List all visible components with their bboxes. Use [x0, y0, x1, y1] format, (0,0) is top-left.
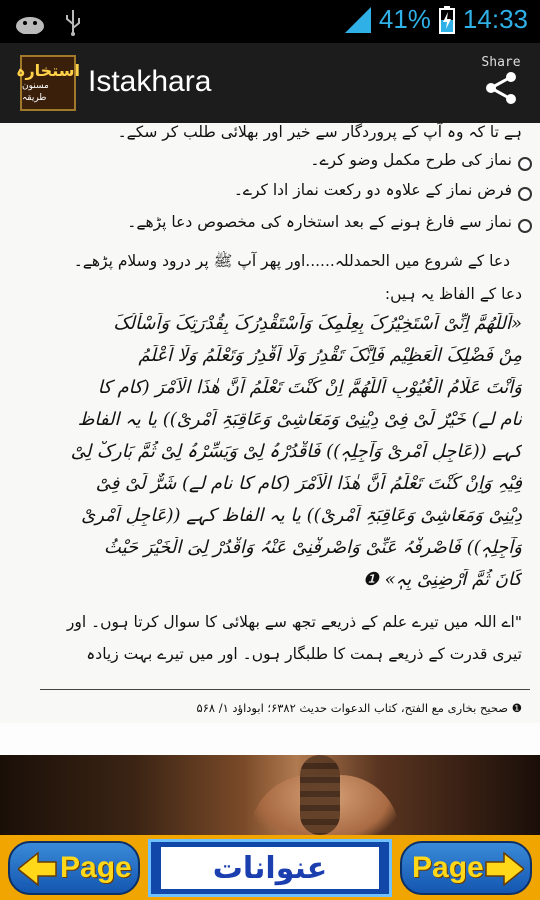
topics-button[interactable]: [148, 839, 392, 897]
topics-button-face: [161, 847, 379, 889]
arabic-line: فِیْہِ وَاِنْ کُنْتَ تَعْلَمُ اَنَّ ھٰذَا الْاَمْرَ (کام کا نام لے) شَرٌّ لِّیْ فِیْ: [95, 473, 522, 494]
arabic-line: «اَللّٰھُمَّ اِنِّیْ اَسْتَخِیْرُکَ بِعِلْمِکَ وَاَسْتَقْدِرُکَ بِقُدْرَتِکَ وَاَسْأَلُکَ: [113, 313, 522, 334]
bottom-navigation: [0, 835, 540, 900]
share-label: Share: [481, 55, 521, 70]
previous-page-button[interactable]: [8, 841, 140, 895]
content-line: دعا کے الفاظ یہ ہیں:: [384, 285, 522, 303]
arabic-line: وَآجِلِہٖ)) فَاصْرِفْہُ عَنِّیْ وَاصْرِفْنِیْ عَنْہُ وَاقْدُرْ لِیَ الْخَیْرَ حَیْثُ: [103, 537, 522, 558]
app-logo-subtitle: مسنون طریقہ: [22, 81, 49, 103]
bullet-icon: [518, 219, 532, 233]
usb-icon: [64, 8, 82, 36]
arabic-line: کَانَ ثُمَّ اَرْضِنِیْ بِہٖ» ❶: [362, 569, 522, 590]
action-bar: [0, 43, 540, 123]
arrow-right-icon: [484, 851, 524, 887]
arabic-line: مِنْ فَضْلِکَ الْعَظِیْمِ فَاِنَّکَ تَقْدِرُ وَلَا اَقْدِرُ وَتَعْلَمُ وَلَا اَعْلَمُ: [138, 345, 522, 366]
arabic-line: نام لے) خَیْرٌ لِّیْ فِیْ دِیْنِیْ وَمَعَاشِیْ وَعَاقِبَۃِ اَمْرِیْ)) یا یہ الفاظ: [77, 409, 522, 430]
bullet-icon: [518, 187, 532, 201]
signal-icon: [345, 7, 371, 33]
scanned-page: [0, 123, 540, 723]
app-logo-title: استخارہ: [16, 61, 80, 80]
arabic-line: دِیْنِیْ وَمَعَاشِیْ وَعَاقِبَۃِ اَمْرِیْ)) یا یہ الفاظ کہے ((عَاجِلِ اَمْرِیْ: [81, 505, 522, 526]
share-button[interactable]: [474, 55, 528, 110]
arabic-line: کہے ((عَاجِلِ اَمْرِیْ وَآجِلِہٖ)) فَاقْدُرْہُ لِیْ وَیَسِّرْہُ لِیْ ثُمَّ بَارِکْ لِیْ: [70, 441, 522, 462]
next-page-button[interactable]: [400, 841, 532, 895]
battery-charging-icon: [439, 6, 455, 34]
topics-label: عنوانات: [212, 850, 328, 886]
footnote-reference: ❶ صحیح بخاری مع الفتح، کتاب الدعوات حدیث ۶۳۸۲؛ ابوداؤد ۱/ ۵۶۸: [196, 701, 522, 715]
decorative-photo: [0, 755, 540, 835]
share-icon: [483, 70, 519, 106]
content-line: ہے تا کہ وہ آپ کے پروردگار سے خیر اور بھلائی طلب کر سکے۔: [117, 123, 522, 141]
content-line: نماز کی طرح مکمل وضو کرے۔: [310, 151, 512, 169]
status-bar: [0, 0, 540, 43]
app-title: Istakhara: [88, 65, 212, 98]
content-page[interactable]: [0, 123, 540, 755]
prayer-beads-image: [300, 755, 340, 835]
content-line: دعا کے شروع میں الحمدللہ......اور پھر آپ ﷺ پر درود وسلام پڑھے۔: [73, 252, 510, 270]
content-line: نماز سے فارغ ہونے کے بعد استخارہ کی مخصوص دعا پڑھے۔: [127, 213, 512, 231]
app-logo[interactable]: [16, 55, 80, 111]
footnote-divider: [40, 689, 530, 690]
next-page-label: Page: [412, 851, 484, 884]
android-debug-icon: [14, 10, 46, 34]
translation-line: تیری قدرت کے ذریعے ہمت کا طلبگار ہوں۔ اور میں تیرے بہت زیادہ: [86, 645, 522, 663]
previous-page-label: Page: [60, 851, 132, 884]
arrow-left-icon: [18, 851, 58, 887]
bullet-icon: [518, 157, 532, 171]
clock: 14:33: [462, 4, 528, 34]
translation-line: "اے اللہ میں تیرے علم کے ذریعے تجھ سے بھلائی کا سوال کرتا ہوں۔ اور: [66, 613, 522, 631]
battery-percent: 41%: [378, 4, 431, 34]
arabic-line: وَاَنْتَ عَلَّامُ الْغُیُوْبِ اَللّٰھُمَّ اِنْ کُنْتَ تَعْلَمُ اَنَّ ھٰذَا الْاَمْرَ (کام کا: [97, 377, 522, 398]
content-line: فرض نماز کے علاوہ دو رکعت نماز ادا کرے۔: [233, 181, 512, 199]
